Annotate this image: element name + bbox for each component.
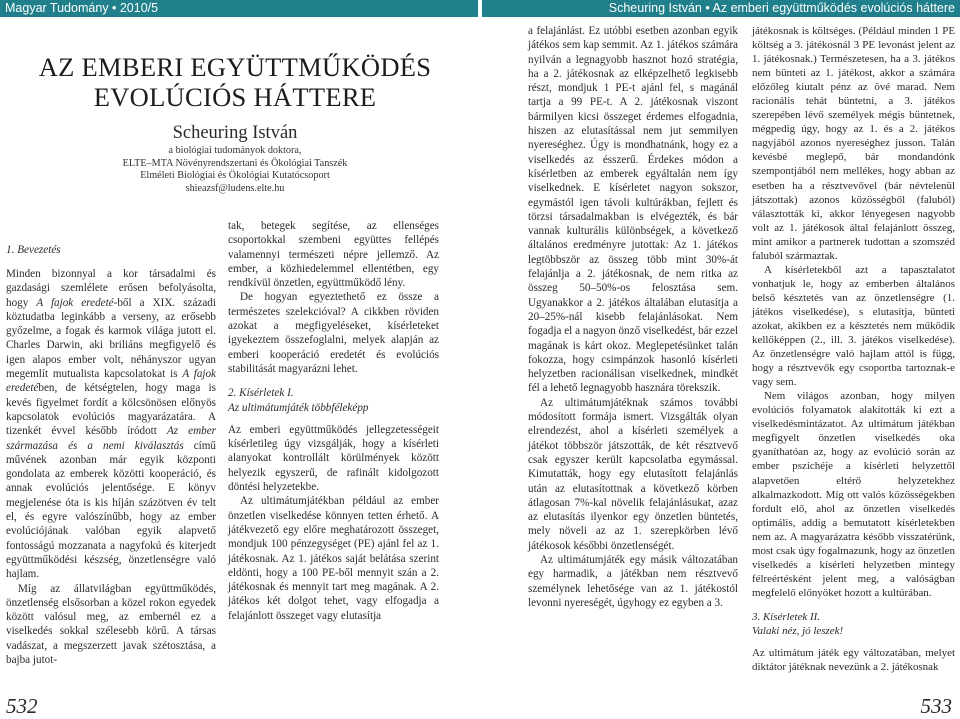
author-name: Scheuring István bbox=[172, 123, 298, 143]
section-subheading: Valaki néz, jó leszek! bbox=[752, 624, 844, 637]
paragraph: Nem világos azonban, hogy milyen evolúciós folyamatok alakították ki ezt a viselkedésmintázatot. Az ultimátum játékban megfigyelt önzetlen viselkedés oka gyaníthatóan az, hogy az evolúció során az ember pszichéje a kísérleti helyzettől alapvetően eltérő helyzetekhez alkalmazkodott. Míg ott valós közösségekben fordult elő, ahol az önzetlen viselkedés optimális, addig a bemutatott kísérletekben nem az. A magyarázatra később visszatérünk, most csak úgy fogalmazunk, hogy az önzetlen viselkedés a kísérleti helyzetben mintegy félreértésként jelent meg, a valóságban megfelelő előnyöket hozott a kultúrában. bbox=[752, 390, 955, 599]
article-title-line-2: EVOLÚCIÓS HÁTTERE bbox=[93, 82, 377, 112]
paragraph: Az ultimátumjátékban például az ember önzetlen viselkedése könnyen tetten érhető. A játékvezető egy előre meghatározott összeget, mondjuk 100 pénzegységet (PE) ajánl fel az 1. játékosnak. Az 1. játékos saját belátása szerint eldönti, hogy a 100 PE-ből mennyit szán a 2. játékosnak és mennyit tart meg magának. A 2. játékos két dolgot tehet, vagy elfogadja a felajánlott összeget vagy elutasítja bbox=[228, 495, 439, 622]
article-title-line-1: AZ EMBERI EGYÜTTMŰKÖDÉS bbox=[38, 52, 432, 82]
running-header-left: Magyar Tudomány • 2010/5 bbox=[0, 0, 478, 17]
section-heading-experiments-1: 2. Kísérletek I. bbox=[228, 387, 294, 400]
paragraph: Az ultimátum játék egy változatában, melyet diktátor játéknak nevezünk a 2. játékosnak bbox=[752, 647, 955, 674]
paragraph: Míg az állatvilágban együttműködés, önzetlenség elsősorban a közel rokon egyedek között valósul meg, az embernél ez a viselkedés sokkal szélesebb körű. A társas vadászat, a megszerzett javak szétosztása, a bajba jutot- bbox=[6, 582, 216, 667]
paragraph: Minden bizonnyal a kor társadalmi és gazdasági szemlélete erősen befolyásolta, hogy A fajok eredeté-ből a XIX. századi köztudatba leginkább a verseny, az erősebb győzelme, a fogak és karmok világa jutott el. Charles Darwin, aki briliáns megfigyelő és igen alapos ember volt, néhányszor ugyan megemlít mutualista kapcsolatokat is A fajok eredetében, de kétségtelen, hogy maga is kevés figyelmet fordít a kölcsönösen előnyös kapcsolatok evolúciós magyarázatára. A tizenkét évvel később íródott Az ember származása és a nemi kiválasztás című művének azonban már egyik központi gondolata az emberek közötti kooperáció, és annak evolúciós jelentősége. E könyv megjelenése óta is kis híján százötven év telt el, és egyre valószínűbb, hogy az ember evolúciójának valóban egyik alapvető fontosságú mozzanata a nagyfokú és kiterjedt együttműködési készség, önzetlenségre való hajlam. bbox=[6, 268, 216, 581]
section-heading-introduction: 1. Bevezetés bbox=[6, 244, 61, 256]
affiliation-line: a biológiai tudományok doktora, bbox=[168, 145, 302, 156]
section-subheading: Az ultimátumjáték többféleképp bbox=[228, 401, 369, 414]
paragraph: Az ultimátumjátéknak számos további módosított formája ismert. Vizsgálták olyan elrendezést, ahol a kísérleti személyek a játékot többször játszották, de két résztvevő csak egyszer került kapcsolatba egymással. Kimutatták, hogy egy elutasított felajánlás után az elutasítottnak a következő körben átlagosan 7%-kal növelik felajánlásukat, azaz az elutasítás ilyenkor egy önzetlen büntetés, mely növeli az az 1. szerepkörben lévő játékosok későbbi önzetlenségét. bbox=[528, 396, 738, 552]
paragraph: Az ultimátumjáték egy másik változatában egy harmadik, a játékban nem résztvevő személynek lehetősége van az 1. játékostól levonni nyereségét, úgyhogy ez egyben a 3. bbox=[528, 553, 738, 609]
text-column-1 bbox=[6, 267, 216, 667]
paragraph: Az emberi együttműködés jellegzetességeit kísérletileg úgy vizsgálják, hogy a kísérleti alanyokat kontrollált körülmények között helyezik egyszerű, de rafinált kidolgozott döntési helyzetekbe. bbox=[228, 423, 439, 494]
paragraph: játékosnak is költséges. (Például minden 1 PE költség a 3. játékosnál 3 PE levonást jelent az 1. játékosnak.) Természetesen, ha a 3. játékos nem bünteti az 1. játékost, akkor a számára előzőleg kiutalt pénz az övé marad. Nem racionális tehát büntetni, a 3. játékos szerepében lévő személyek mégis büntetnek, mégpedig úgy, hogy az 1. és a 2. játékos nagyjából azonos nyereséghez jusson. Talán kevésbé meglepő, bár mondandónk szempontjából nem mellékes, hogy abban az esetben ha a résztvevővel (bár névtelenül játszottak) azonos közösségből (faluból) választották ki, akkor lényegesen nagyobb volt az 1. játékosok által felajánlott összeg, mint amikor a partnerek tudottan a szomszéd faluból származtak. bbox=[752, 25, 955, 262]
paragraph: De hogyan egyeztethető ez össze a természetes szelekcióval? A cikkben röviden azokat a megfigyeléseket, kísérleteket igyekeztem összefoglalni, melyek alapján az emberi kooperáció eredetét és evolúciós stabilitását magyarázni lehet. bbox=[228, 291, 439, 375]
author-affiliation bbox=[0, 145, 470, 195]
running-header-right: Scheuring István • Az emberi együttműködés evolúciós háttere bbox=[482, 0, 960, 17]
text-column-4 bbox=[752, 24, 955, 674]
affiliation-line: ELTE–MTA Növényrendszertani és Ökológiai Tanszék bbox=[122, 157, 348, 169]
paragraph: tak, betegek segítése, az ellenséges csoportokkal szembeni együttes fellépés valamennyi természeti népre jellemző. Az ember, a közhiedelemmel ellentétben, egy rendkívül önzetlen, együttműködő lény. bbox=[228, 220, 439, 290]
text-column-3 bbox=[528, 24, 738, 610]
author-email: shieazsf@ludens.elte.hu bbox=[185, 182, 285, 194]
text-column-2 bbox=[228, 219, 439, 623]
section-heading-experiments-2: 3. Kísérletek II. bbox=[752, 610, 821, 623]
paragraph: A kísérletekből azt a tapasztalatot vonhatjuk le, hogy az emberben általános belső késztetés van az önzetlenségre (1. játékos viselkedése), s elutasítja, bünteti azokat, akikben ez a késztetés nem működik kellőképpen (2., ill. 3. játékos viselkedése). Az önzetlenségre való hajlam attól is függ, hogy a résztvevők egy csoportba tartoznak-e vagy sem. bbox=[752, 263, 955, 389]
affiliation-line: Elméleti Biológiai és Ökológiai Kutatócsoport bbox=[140, 170, 330, 182]
page-number-right: 533 bbox=[920, 694, 952, 718]
article-title bbox=[0, 52, 470, 112]
paragraph: a felajánlást. Ez utóbbi esetben azonban egyik játékos sem kap semmit. Az 1. játékos számára nyilván a legnagyobb hasznot hozó stratégia, ha a 2. játékosnak az elképzelhető legkisebb részt, mondjuk 1 PE-t ajánl fel, s magánál tartja a 99 PE-t. A 2. játékosnak viszont bármilyen kicsi összeget érdemes elfogadnia, hiszen az elutasítással nem jut semmilyen nyereséghez. Úgy is mondhatnánk, hogy ez a viselkedés az ésszerű. Érdekes módon a kísérletben az emberek egyáltalán nem így viselkednek. E kísérletet nagyon sokszor, egymástól igen távoli kultúrákban, fejlett és törzsi társadalmakban is elvégezték, és bár vannak kulturális különbségek, a következő általános eredményre jutottak: Az 1. játékos legtöbbször az összeg több mint 30%-át felajánlja a 2. játékosnak, de nem ritka az összeg 50–50%-os felosztása sem. Ugyanakkor a 2. játékos általában elutasítja a 20–25%-nál kisebb felajánlásokat. Nem fogadja el a nagyon önző viselkedést, bár ezzel magának is kárt okoz. Meglepetésünket talán fokozza, hogy csimpánzok hasonló kísérleti helyzetben racionálisan viselkednek, mindkét fél a lehető legnagyobb hasznára törekszik. bbox=[528, 25, 738, 395]
page-number-left: 532 bbox=[6, 694, 38, 718]
